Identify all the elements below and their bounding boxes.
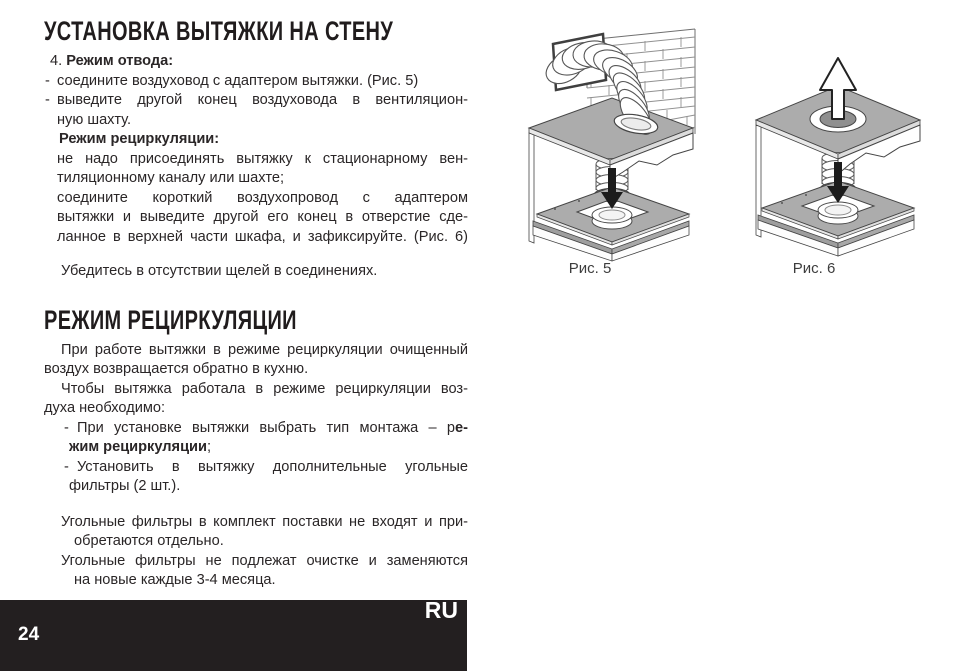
text-line xyxy=(69,438,468,458)
figure-5-illustration xyxy=(517,28,712,268)
bullet-dash: - xyxy=(45,92,50,108)
step-number: 4. xyxy=(50,53,67,69)
text-line: Угольные фильтры в комплект поставки не входят и при- xyxy=(61,513,468,530)
figure-6-illustration xyxy=(742,28,937,268)
text-segment: При установке вытяжки выбрать тип монтажа – р xyxy=(77,419,456,436)
text-line: ную шахту. xyxy=(57,111,132,128)
check-gaps-note: Убедитесь в отсутствии щелей в соединениях. xyxy=(61,263,378,279)
text-segment-bold: жим рециркуляции xyxy=(69,439,207,455)
text-line: на новые каждые 3-4 месяца. xyxy=(74,572,276,588)
text-line: ланное в верхней части шкафа, и зафиксируйте. (Рис. 6) xyxy=(57,228,468,245)
figure-6-caption: Рис. 6 xyxy=(792,260,836,277)
text-line: обретаются отдельно. xyxy=(74,533,224,549)
bullet-item xyxy=(44,458,468,497)
text-line: Установить в вытяжку дополнительные угольные xyxy=(77,458,468,475)
duct-adapter xyxy=(592,207,632,229)
text-segment-bold: е- xyxy=(455,419,468,436)
bullet-item xyxy=(44,72,468,92)
text-line xyxy=(69,419,468,439)
page-number: 24 xyxy=(18,624,40,645)
section-2-body xyxy=(44,341,468,591)
text-segment: ; xyxy=(207,439,212,455)
section-2-title: РЕЖИМ РЕЦИРКУЛЯЦИИ xyxy=(44,304,297,335)
step-title: Режим отвода: xyxy=(66,53,174,69)
text-line: не надо присоединять вытяжку к стационарному вен- xyxy=(57,150,468,167)
cabinet xyxy=(756,58,920,256)
text-line: фильтры (2 шт.). xyxy=(69,478,181,494)
text-line: выведите другой конец воздуховода в вентиляцион- xyxy=(57,92,468,108)
text-column xyxy=(44,16,468,591)
cabinet xyxy=(529,98,693,261)
text-line: тиляционному каналу или шахте; xyxy=(57,170,285,186)
text-line: Чтобы вытяжка работала в режиме рециркуляции воз- xyxy=(61,380,468,397)
text-line: вытяжки и выведите другой его конец в отверстие сде- xyxy=(57,209,468,225)
text-line: Угольные фильтры не подлежат очистке и заменяются xyxy=(61,552,468,569)
figure-6 xyxy=(742,28,937,268)
footer-bar xyxy=(0,597,467,671)
bullet-item xyxy=(44,419,468,458)
section-1-body xyxy=(44,52,468,282)
text-line: соедините воздуховод с адаптером вытяжки. (Рис. 5) xyxy=(57,72,419,89)
language-badge: RU xyxy=(424,597,458,623)
bullet-dash: - xyxy=(64,419,69,436)
bullet-dash: - xyxy=(64,458,69,475)
recirc-subheading: Режим рециркуляции: xyxy=(59,131,220,147)
section-1-title: УСТАНОВКА ВЫТЯЖКИ НА СТЕНУ xyxy=(44,16,394,46)
text-line: воздух возвращается обратно в кухню. xyxy=(44,361,309,377)
bullet-item xyxy=(44,91,468,130)
figure-5 xyxy=(517,28,712,268)
duct-adapter xyxy=(818,202,858,224)
text-line: соедините короткий воздухопровод с адаптером xyxy=(57,189,468,206)
bullet-dash: - xyxy=(45,72,50,89)
step-4-heading xyxy=(44,52,468,72)
text-line: При работе вытяжки в режиме рециркуляции очищенный xyxy=(61,341,468,358)
text-line: духа необходимо: xyxy=(44,400,166,416)
figure-5-caption: Рис. 5 xyxy=(568,260,612,277)
